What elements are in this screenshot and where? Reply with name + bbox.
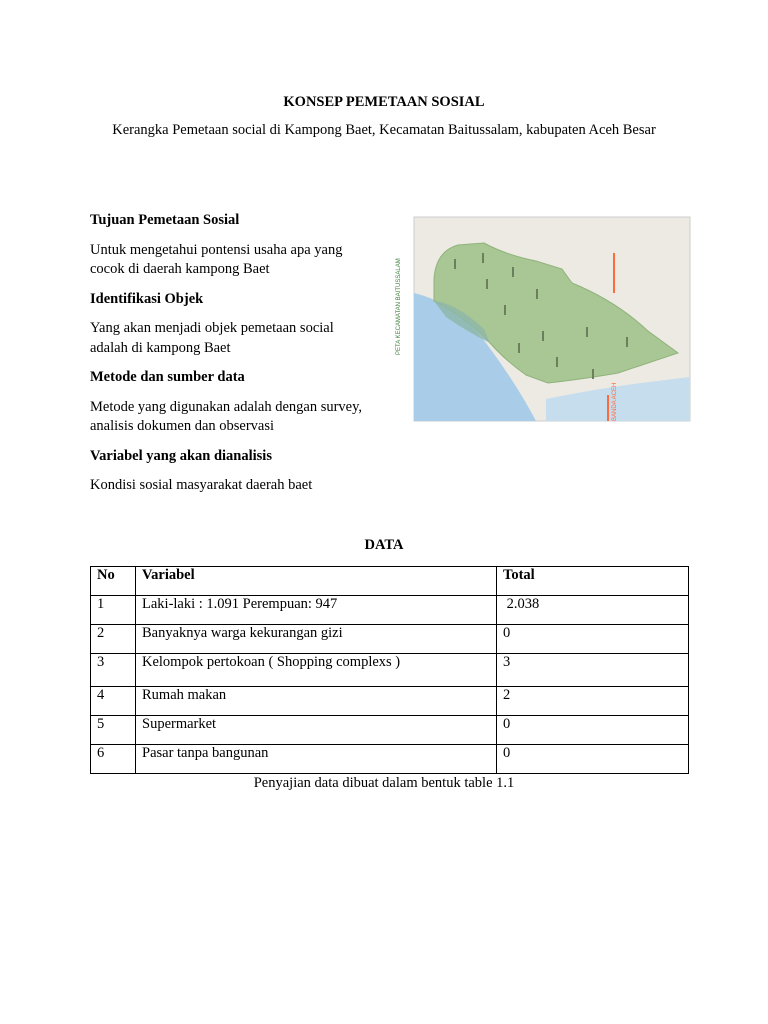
section-heading-metode: Metode dan sumber data <box>90 369 245 385</box>
section-heading-tujuan: Tujuan Pemetaan Sosial <box>90 212 240 228</box>
map-side-label: PETA KECAMATAN BAITUSSALAM <box>396 258 402 355</box>
cell-total: 0 <box>497 745 689 774</box>
cell-total: 0 <box>497 625 689 654</box>
cell-total: 0 <box>497 716 689 745</box>
data-heading: DATA <box>364 537 404 553</box>
data-table <box>90 566 689 774</box>
page-title: KONSEP PEMETAAN SOSIAL <box>283 94 485 110</box>
cell-total: 3 <box>497 654 689 687</box>
cell-variabel: Laki-laki : 1.091 Perempuan: 947 <box>136 596 497 625</box>
cell-variabel: Pasar tanpa bangunan <box>136 745 497 774</box>
map-city-label: BANDA ACEH <box>612 382 618 421</box>
table-row <box>91 716 689 745</box>
cell-no: 3 <box>91 654 136 687</box>
section-body-tujuan: Untuk mengetahui pontensi usaha apa yang cocok di daerah kampong Baet <box>90 241 343 277</box>
cell-variabel: Supermarket <box>136 716 497 745</box>
header-total: Total <box>497 567 689 596</box>
cell-no: 1 <box>91 596 136 625</box>
cell-total: 2.038 <box>497 596 689 625</box>
cell-variabel: Kelompok pertokoan ( Shopping complexs ) <box>136 654 497 687</box>
header-no: No <box>91 567 136 596</box>
baitussalam-map <box>386 193 692 437</box>
table-caption: Penyajian data dibuat dalam bentuk table 1.1 <box>253 775 515 791</box>
section-body-identifikasi: Yang akan menjadi objek pemetaan social adalah di kampong Baet <box>90 320 334 356</box>
table-row <box>91 625 689 654</box>
cell-no: 6 <box>91 745 136 774</box>
map-graphic <box>386 193 692 437</box>
cell-no: 4 <box>91 687 136 716</box>
section-heading-variabel: Variabel yang akan dianalisis <box>90 447 272 464</box>
header-variabel: Variabel <box>136 567 497 596</box>
section-heading-identifikasi: Identifikasi Objek <box>90 290 204 307</box>
table-row <box>91 687 689 716</box>
objectives-section <box>90 211 370 506</box>
cell-variabel: Banyaknya warga kekurangan gizi <box>136 625 497 654</box>
cell-no: 5 <box>91 716 136 745</box>
table-row <box>91 596 689 625</box>
section-body-metode: Metode yang digunakan adalah dengan survey, analisis dokumen dan observasi <box>90 398 363 434</box>
cell-variabel: Rumah makan <box>136 687 497 716</box>
table-row <box>91 654 689 687</box>
cell-total: 2 <box>497 687 689 716</box>
table-header-row <box>91 567 689 596</box>
table-row <box>91 745 689 774</box>
page-subtitle: Kerangka Pemetaan social di Kampong Baet, Kecamatan Baitussalam, kabupaten Aceh Besar <box>112 122 656 138</box>
section-body-variabel: Kondisi sosial masyarakat daerah baet <box>90 477 313 493</box>
cell-no: 2 <box>91 625 136 654</box>
